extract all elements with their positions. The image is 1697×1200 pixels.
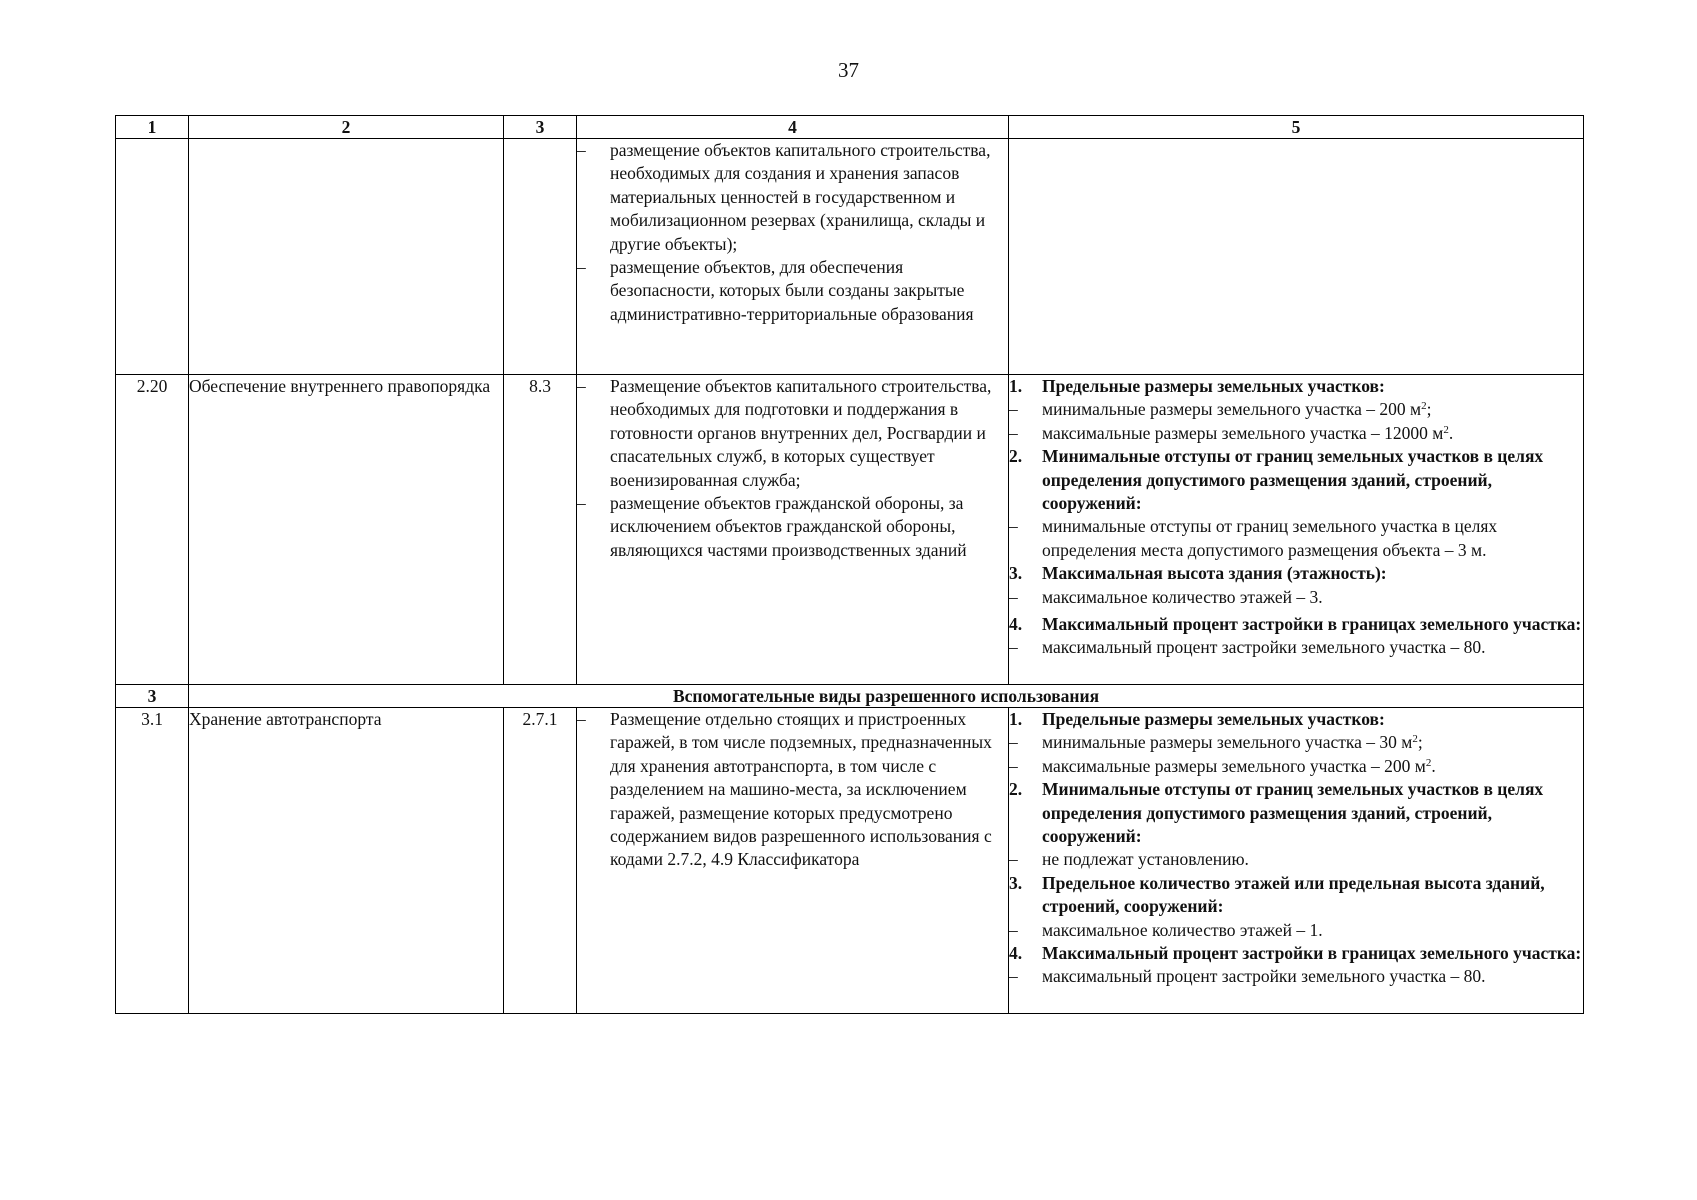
param-heading-text: Максимальный процент застройки в границах земельного участка: — [1042, 943, 1582, 964]
param-item — [1009, 848, 1583, 871]
list-item — [577, 492, 1008, 562]
cell-name — [189, 139, 504, 375]
cell-code: 2.7.1 — [504, 708, 577, 1014]
zoning-table — [115, 115, 1584, 1014]
number-marker: 3. — [1009, 872, 1023, 893]
header-col-3: 3 — [504, 116, 577, 139]
header-col-4: 4 — [577, 116, 1009, 139]
dash-marker: – — [577, 493, 586, 514]
cell-description — [577, 708, 1009, 1014]
param-heading — [1009, 562, 1583, 585]
dash-marker: – — [1009, 637, 1018, 658]
param-heading-text: Максимальная высота здания (этажность): — [1042, 563, 1387, 584]
param-item — [1009, 586, 1583, 609]
number-marker: 1. — [1009, 376, 1023, 396]
description-text: Размещение объектов капитального строительства, необходимых для подготовки и поддержания в готовности органов внутренних дел, Росгвардии и спасательных служб, в которых существует военизированная служба; — [610, 376, 992, 490]
number-marker: 1. — [1009, 709, 1023, 729]
cell-description — [577, 375, 1009, 685]
param-value: максимальные размеры земельного участка – 200 м — [1042, 755, 1426, 776]
list-item — [577, 375, 1008, 492]
section-row-3 — [116, 685, 1584, 708]
param-item — [1009, 636, 1583, 659]
number-marker: 2. — [1009, 779, 1023, 800]
cell-name: Хранение автотранспорта — [189, 708, 504, 1014]
dash-marker: – — [577, 709, 586, 729]
list-item — [577, 139, 1008, 256]
description-text: размещение объектов капитального строительства, необходимых для создания и хранения запасов материальных ценностей в государственном и мобилизационном резервах (хранилища, склады и другие объекты); — [610, 140, 991, 254]
dash-marker: – — [1009, 399, 1018, 420]
param-punct: . — [1431, 755, 1436, 776]
section-title: Вспомогательные виды разрешенного использования — [189, 685, 1584, 708]
cell-code — [504, 139, 577, 375]
number-marker: 3. — [1009, 563, 1023, 584]
list-item — [577, 708, 1008, 872]
dash-marker: – — [1009, 516, 1018, 537]
dash-marker: – — [577, 376, 586, 396]
param-text — [1042, 398, 1583, 421]
square-superscript: 2 — [1443, 423, 1449, 436]
square-superscript: 2 — [1412, 733, 1418, 746]
param-heading — [1009, 942, 1583, 965]
cell-code: 8.3 — [504, 375, 577, 685]
cell-num — [116, 139, 189, 375]
param-value: минимальные размеры земельного участка – 200 м — [1042, 399, 1422, 420]
header-col-1: 1 — [116, 116, 189, 139]
list-item — [577, 256, 1008, 326]
number-marker: 4. — [1009, 943, 1023, 964]
param-text: максимальное количество этажей – 3. — [1042, 586, 1323, 607]
param-punct: . — [1448, 422, 1454, 443]
cell-num: 3.1 — [116, 708, 189, 1014]
param-text: не подлежат установлению. — [1042, 849, 1249, 870]
dash-marker: – — [577, 257, 586, 278]
param-heading-text: Предельные размеры земельных участков: — [1042, 376, 1385, 396]
number-marker: 2. — [1009, 446, 1023, 467]
param-heading — [1009, 445, 1583, 515]
param-item — [1009, 919, 1583, 942]
param-punct: ; — [1426, 399, 1432, 420]
cell-parameters — [1009, 708, 1584, 1014]
param-text — [1042, 422, 1583, 445]
dash-marker: – — [577, 140, 586, 160]
param-heading — [1009, 872, 1583, 919]
param-heading-text: Максимальный процент застройки в границах земельного участка: — [1042, 614, 1582, 635]
header-col-5: 5 — [1009, 116, 1584, 139]
dash-marker: – — [1009, 755, 1018, 776]
dash-marker: – — [1009, 422, 1018, 443]
param-heading-text: Минимальные отступы от границ земельных участков в целях определения допустимого размещения зданий, строений, сооружений: — [1042, 446, 1544, 514]
dash-marker: – — [1009, 849, 1018, 870]
dash-marker: – — [1009, 919, 1018, 940]
param-item — [1009, 398, 1583, 421]
param-text: максимальный процент застройки земельного участка – 80. — [1042, 637, 1486, 658]
square-superscript: 2 — [1425, 756, 1432, 769]
param-heading — [1009, 613, 1583, 636]
param-item — [1009, 515, 1583, 562]
header-col-2: 2 — [189, 116, 504, 139]
param-item — [1009, 965, 1583, 988]
table-row-3-1 — [116, 708, 1584, 1014]
dash-marker: – — [1009, 586, 1018, 607]
param-heading-text: Минимальные отступы от границ земельных участков в целях определения допустимого размещения зданий, строений, сооружений: — [1042, 779, 1544, 847]
cell-num: 2.20 — [116, 375, 189, 685]
section-number: 3 — [116, 685, 189, 708]
description-text: размещение объектов, для обеспечения безопасности, которых были созданы закрытые административно-территориальные образования — [610, 257, 974, 324]
page-number: 37 — [838, 58, 859, 82]
number-marker: 4. — [1009, 614, 1023, 635]
param-punct: ; — [1417, 732, 1423, 753]
param-item — [1009, 422, 1583, 445]
table-row-2-20 — [116, 375, 1584, 685]
param-heading-text: Предельное количество этажей или предельная высота зданий, строений, сооружений: — [1042, 872, 1545, 917]
dash-marker: – — [1009, 732, 1018, 753]
table-row-continuation — [116, 139, 1584, 375]
param-text: максимальный процент застройки земельного участка – 80. — [1042, 966, 1486, 987]
param-text — [1042, 755, 1583, 778]
param-heading-text: Предельные размеры земельных участков: — [1042, 709, 1385, 729]
param-heading — [1009, 375, 1583, 398]
param-value: минимальные размеры земельного участка – 30 м — [1042, 732, 1413, 753]
cell-parameters — [1009, 375, 1584, 685]
description-text: размещение объектов гражданской обороны, за исключением объектов гражданской обороны, являющихся частями производственных зданий — [610, 493, 967, 560]
param-heading — [1009, 708, 1583, 731]
param-heading — [1009, 778, 1583, 848]
param-item — [1009, 731, 1583, 754]
param-item — [1009, 755, 1583, 778]
param-text: минимальные отступы от границ земельного участка в целях определения места допустимого размещения объекта – 3 м. — [1042, 516, 1498, 560]
header-row — [116, 116, 1584, 139]
cell-description — [577, 139, 1009, 375]
dash-marker: – — [1009, 966, 1018, 987]
cell-parameters — [1009, 139, 1584, 375]
description-text: Размещение отдельно стоящих и пристроенных гаражей, в том числе подземных, предназначенных для хранения автотранспорта, в том числе с разделением на машино-места, за исключением гаражей, размещение которых предусмотрено содержанием видов разрешенного использования с кодами 2.7.2, 4.9 Классификатора — [610, 709, 992, 870]
square-superscript: 2 — [1421, 400, 1427, 413]
cell-name: Обеспечение внутреннего правопорядка — [189, 375, 504, 685]
param-text — [1042, 731, 1583, 754]
param-value: максимальные размеры земельного участка – 12000 м — [1042, 422, 1444, 443]
param-text: максимальное количество этажей – 1. — [1042, 919, 1323, 940]
